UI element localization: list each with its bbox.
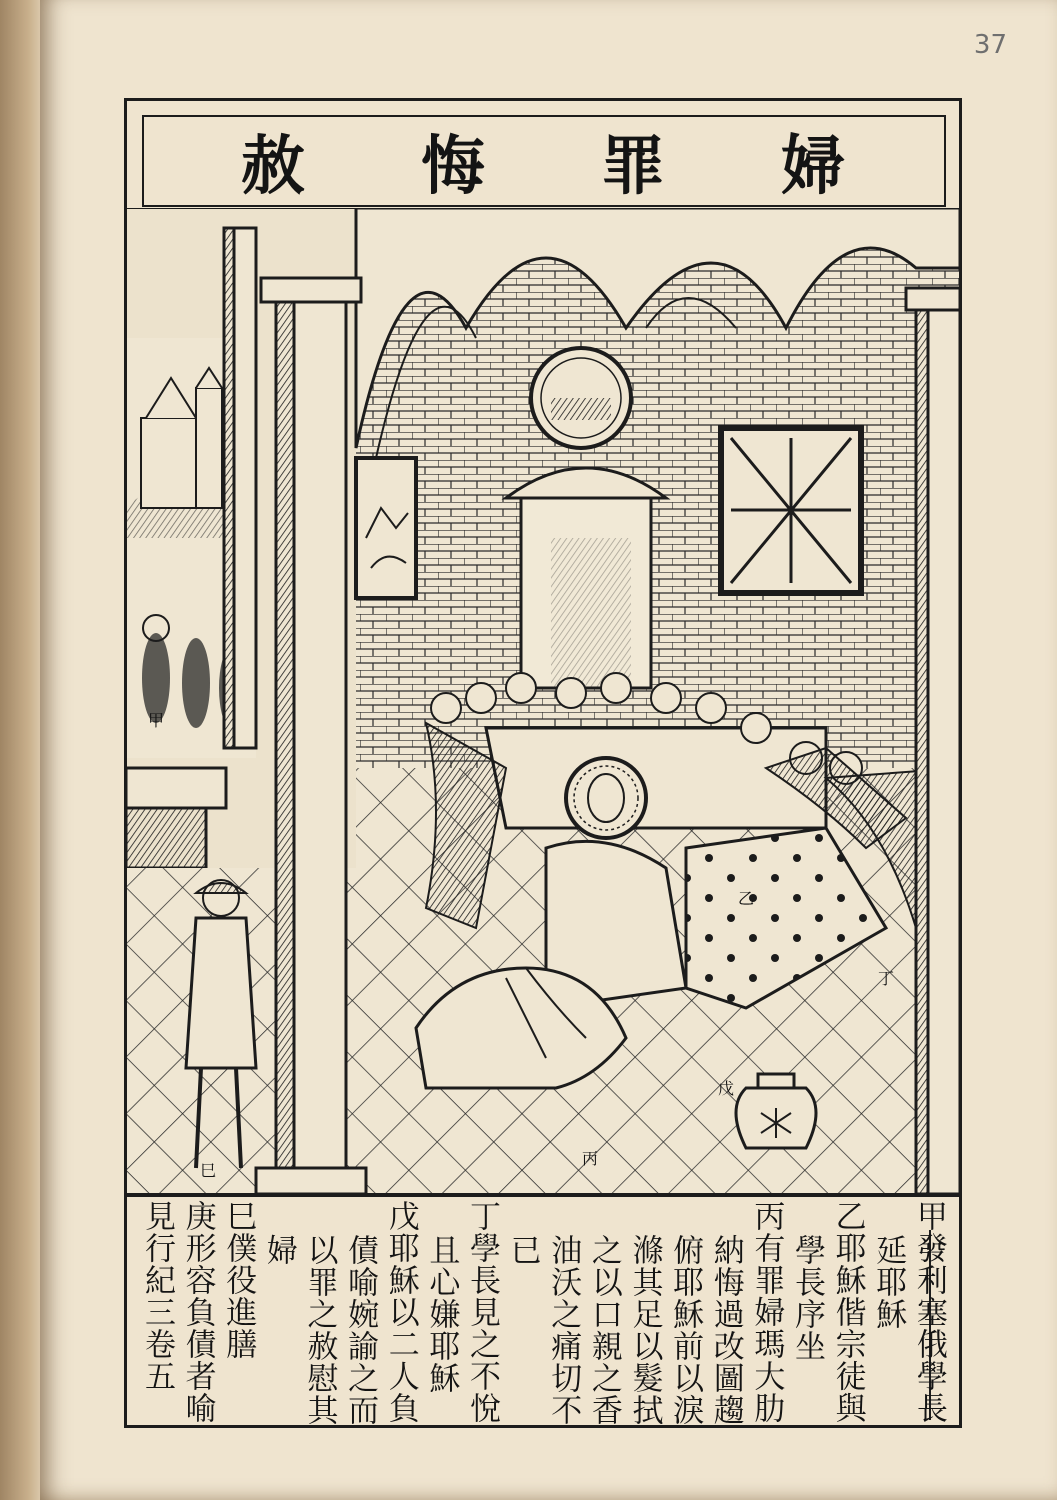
caption-column: 之以口親之香 [585,1234,622,1426]
caption-column: 丙有罪婦瑪大肋 [748,1200,785,1424]
title-char-3: 罪 [601,129,667,204]
folio-number: 37 [973,30,1007,60]
title-band [142,115,946,207]
marker-label-ding: 丁 [878,969,895,988]
caption-column: 庚形容負債者喻 [179,1200,216,1424]
marker-label-yi: 乙 [738,889,755,908]
lattice-window [721,428,861,593]
caption-column: 油沃之痛切不 [545,1234,582,1426]
caption-column: 戊耶穌以二人負 [382,1200,419,1424]
caption-column: 巳僕役進膳 [220,1200,257,1360]
caption-column: 延耶穌 [870,1234,907,1330]
caption-columns [139,1200,947,1426]
caption-column: 滌其足以髮拭 [626,1234,663,1426]
caption-column: 丁學長見之不悅 [464,1200,500,1424]
caption-column: 學長序坐 [789,1234,825,1362]
woodcut-illustration [126,208,960,1194]
caption-column: 且心嫌耶穌 [423,1234,460,1394]
marker-label-jia: 甲 [148,711,165,730]
title-char-4: 婦 [781,129,847,204]
title-char-1: 赦 [241,129,307,204]
caption-column: 乙耶穌偕宗徒與 [829,1200,866,1424]
marker-label-wu: 戊 [718,1079,735,1098]
caption-column: 已 [504,1234,541,1266]
caption-column: 以罪之赦慰其 [301,1234,338,1426]
caption-column: 甲發利塞俄學長 [910,1200,947,1424]
caption-column: 債喻婉諭之而 [342,1234,379,1426]
marker-label-bing: 丙 [582,1149,599,1168]
caption-divider [126,1194,960,1197]
title-char-2: 悔 [421,129,487,204]
marker-label-si: 巳 [200,1161,217,1180]
caption-column: 俯耶穌前以淚 [667,1234,704,1426]
caption-column: 婦 [260,1234,297,1266]
caption-column: 納悔過改圖趨 [707,1234,744,1426]
caption-column: 見行紀三卷五 [139,1200,175,1392]
